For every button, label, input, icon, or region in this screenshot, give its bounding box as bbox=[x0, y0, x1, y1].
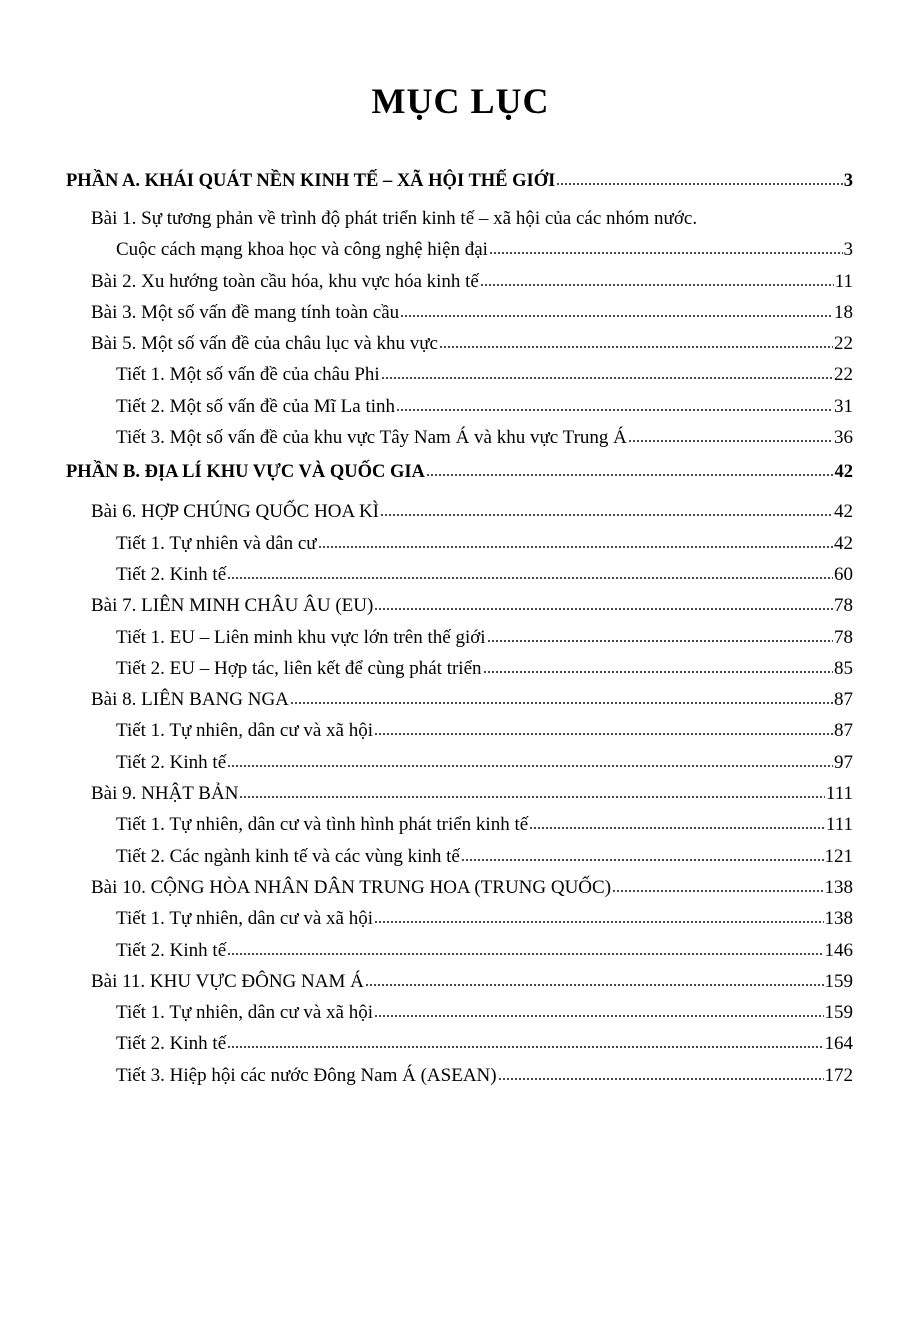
dot-leader bbox=[529, 824, 825, 830]
toc-page-number: 11 bbox=[834, 270, 853, 292]
dot-leader bbox=[318, 543, 833, 549]
toc-section-entry[interactable] bbox=[66, 997, 853, 1028]
toc-section-entry[interactable] bbox=[66, 359, 853, 390]
toc-section-entry[interactable] bbox=[66, 391, 853, 422]
dot-leader bbox=[487, 637, 833, 643]
toc-page-number: 42 bbox=[834, 462, 853, 483]
toc-page-number: 18 bbox=[834, 301, 853, 323]
toc-page-number: 78 bbox=[834, 595, 853, 617]
toc-entry-title: Bài 7. LIÊN MINH CHÂU ÂU (EU) bbox=[91, 595, 374, 617]
toc-page-number: 138 bbox=[824, 876, 853, 898]
toc-entry-title: Bài 11. KHU VỰC ĐÔNG NAM Á bbox=[91, 970, 364, 992]
toc-entry-title: Tiết 2. Các ngành kinh tế và các vùng kinh tế bbox=[116, 845, 460, 867]
toc-section-entry[interactable] bbox=[66, 653, 853, 684]
dot-leader bbox=[556, 180, 842, 186]
toc-entry-title: Tiết 2. EU – Hợp tác, liên kết để cùng phát triển bbox=[116, 657, 482, 679]
toc-lesson-entry[interactable] bbox=[66, 590, 853, 621]
toc-page-number: 164 bbox=[824, 1033, 853, 1055]
dot-leader bbox=[439, 343, 833, 349]
toc-lesson-entry[interactable] bbox=[66, 297, 853, 328]
toc-page-number: 3 bbox=[843, 171, 853, 191]
toc-entry-title: Bài 5. Một số vấn đề của châu lục và khu vực bbox=[91, 333, 438, 355]
dot-leader bbox=[374, 605, 833, 611]
dot-leader bbox=[227, 762, 833, 768]
toc-section-entry[interactable] bbox=[66, 715, 853, 746]
toc-entry-title: Tiết 2. Kinh tế bbox=[116, 751, 227, 773]
dot-leader bbox=[374, 918, 823, 924]
dot-leader bbox=[400, 312, 833, 318]
toc-page-number: 31 bbox=[834, 395, 853, 417]
toc-page-number: 78 bbox=[834, 626, 853, 648]
dot-leader bbox=[426, 471, 834, 477]
toc-page-number: 111 bbox=[825, 814, 853, 836]
toc-entry-title: Tiết 3. Một số vấn đề của khu vực Tây Nam Á và khu vực Trung Á bbox=[116, 427, 627, 449]
toc-entry-title: PHẦN B. ĐỊA LÍ KHU VỰC VÀ QUỐC GIA bbox=[66, 462, 425, 483]
toc-section-entry[interactable] bbox=[66, 841, 853, 872]
toc-entry-title: Tiết 1. Tự nhiên và dân cư bbox=[116, 532, 317, 554]
toc-entry-title: Tiết 2. Kinh tế bbox=[116, 1033, 227, 1055]
toc-section-entry[interactable] bbox=[66, 1028, 853, 1059]
toc-lesson-entry[interactable] bbox=[66, 684, 853, 715]
toc-entry-title: Bài 2. Xu hướng toàn cầu hóa, khu vực hóa kinh tế bbox=[91, 270, 479, 292]
dot-leader bbox=[396, 406, 833, 412]
toc-lesson-entry[interactable] bbox=[66, 778, 853, 809]
toc-lesson-entry[interactable] bbox=[66, 966, 853, 997]
toc-entry-title: Tiết 2. Một số vấn đề của Mĩ La tinh bbox=[116, 395, 395, 417]
dot-leader bbox=[374, 730, 833, 736]
toc-page-number: 42 bbox=[834, 501, 853, 523]
toc-page-number: 87 bbox=[834, 720, 853, 742]
toc-lesson-entry[interactable] bbox=[66, 328, 853, 359]
toc-section-entry[interactable] bbox=[66, 528, 853, 559]
toc-page-number: 3 bbox=[843, 239, 853, 261]
dot-leader bbox=[489, 249, 843, 255]
dot-leader bbox=[227, 1043, 823, 1049]
toc-page-number: 22 bbox=[834, 333, 853, 355]
toc-entry-title: Tiết 1. Một số vấn đề của châu Phi bbox=[116, 364, 380, 386]
dot-leader bbox=[612, 887, 823, 893]
dot-leader bbox=[290, 699, 833, 705]
toc-entry-title: Tiết 1. Tự nhiên, dân cư và tình hình phát triển kinh tế bbox=[116, 814, 529, 836]
toc-entry-title: Tiết 3. Hiệp hội các nước Đông Nam Á (ASEAN) bbox=[116, 1064, 497, 1086]
dot-leader bbox=[227, 950, 823, 956]
toc-entry-title: Tiết 2. Kinh tế bbox=[116, 563, 227, 585]
toc-entry-title: Bài 8. LIÊN BANG NGA bbox=[91, 689, 289, 711]
toc-entry-title: Bài 9. NHẬT BẢN bbox=[91, 783, 239, 805]
toc-page-number: 85 bbox=[834, 657, 853, 679]
dot-leader bbox=[498, 1075, 824, 1081]
toc-page-number: 97 bbox=[834, 751, 853, 773]
toc-section-entry[interactable] bbox=[66, 1060, 853, 1091]
dot-leader bbox=[227, 574, 833, 580]
toc-section-entry[interactable] bbox=[66, 234, 853, 265]
dot-leader bbox=[480, 281, 834, 287]
toc-page-number: 87 bbox=[834, 689, 853, 711]
toc-lesson-entry[interactable] bbox=[66, 496, 853, 527]
toc-page-number: 22 bbox=[834, 364, 853, 386]
toc-lesson-entry[interactable] bbox=[66, 872, 853, 903]
toc-page-number: 42 bbox=[834, 532, 853, 554]
toc-entry-title: Tiết 1. Tự nhiên, dân cư và xã hội bbox=[116, 720, 374, 742]
table-of-contents bbox=[66, 166, 853, 1091]
page-title: MỤC LỤC bbox=[371, 81, 550, 121]
toc-page-number: 138 bbox=[824, 908, 853, 930]
toc-section-entry[interactable] bbox=[66, 903, 853, 934]
toc-page-number: 60 bbox=[834, 563, 853, 585]
toc-page-number: 159 bbox=[824, 970, 853, 992]
toc-page-number: 121 bbox=[824, 845, 853, 867]
toc-lesson-entry[interactable] bbox=[66, 203, 853, 234]
toc-page-number: 111 bbox=[825, 783, 853, 805]
toc-entry-title: Bài 1. Sự tương phản về trình độ phát triển kinh tế – xã hội của các nhóm nước. bbox=[91, 208, 698, 229]
toc-page-number: 36 bbox=[834, 427, 853, 449]
toc-entry-title: Tiết 2. Kinh tế bbox=[116, 939, 227, 961]
toc-page-number: 172 bbox=[824, 1064, 853, 1086]
dot-leader bbox=[374, 1012, 823, 1018]
toc-lesson-entry[interactable] bbox=[66, 266, 853, 297]
toc-section-entry[interactable] bbox=[66, 809, 853, 840]
toc-page-number: 159 bbox=[824, 1002, 853, 1024]
toc-page-number: 146 bbox=[824, 939, 853, 961]
toc-entry-title: Tiết 1. Tự nhiên, dân cư và xã hội bbox=[116, 908, 374, 930]
toc-section-entry[interactable] bbox=[66, 747, 853, 778]
toc-entry-title: Bài 10. CỘNG HÒA NHÂN DÂN TRUNG HOA (TRUNG QUỐC) bbox=[91, 876, 612, 898]
dot-leader bbox=[239, 793, 824, 799]
dot-leader bbox=[628, 437, 833, 443]
toc-entry-title: Tiết 1. EU – Liên minh khu vực lớn trên thế giới bbox=[116, 626, 486, 648]
dot-leader bbox=[461, 856, 824, 862]
dot-leader bbox=[381, 374, 833, 380]
dot-leader bbox=[483, 668, 833, 674]
toc-entry-title: Tiết 1. Tự nhiên, dân cư và xã hội bbox=[116, 1002, 374, 1024]
toc-part-entry[interactable] bbox=[66, 457, 853, 496]
toc-entry-title: Bài 3. Một số vấn đề mang tính toàn cầu bbox=[91, 301, 400, 323]
toc-entry-title: PHẦN A. KHÁI QUÁT NỀN KINH TẾ – XÃ HỘI THẾ GIỚI bbox=[66, 171, 556, 191]
toc-entry-title: Bài 6. HỢP CHÚNG QUỐC HOA KÌ bbox=[91, 501, 379, 523]
toc-entry-title: Cuộc cách mạng khoa học và công nghệ hiện đại bbox=[116, 239, 488, 261]
dot-leader bbox=[380, 511, 833, 517]
toc-part-entry[interactable] bbox=[66, 166, 853, 203]
toc-section-entry[interactable] bbox=[66, 422, 853, 453]
toc-section-entry[interactable] bbox=[66, 559, 853, 590]
toc-section-entry[interactable] bbox=[66, 935, 853, 966]
dot-leader bbox=[365, 981, 824, 987]
toc-section-entry[interactable] bbox=[66, 622, 853, 653]
